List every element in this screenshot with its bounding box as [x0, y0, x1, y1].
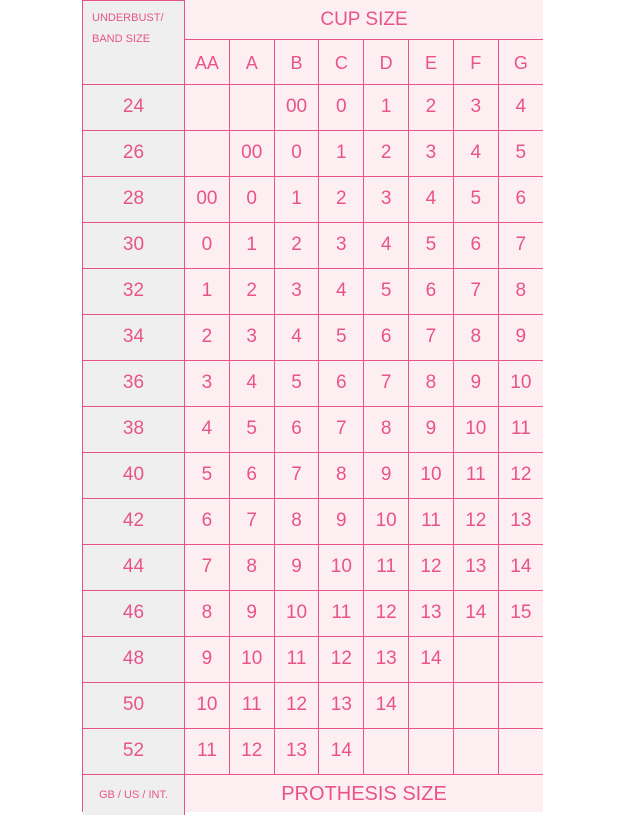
table-row — [83, 268, 543, 314]
band-size-cell: 48 — [83, 636, 185, 682]
cup-header-aa: AA — [185, 39, 230, 84]
prosthesis-size-cell: 1 — [185, 268, 230, 314]
corner-label — [83, 1, 185, 85]
prosthesis-size-cell: 3 — [319, 222, 364, 268]
prosthesis-size-cell: 2 — [185, 314, 230, 360]
prosthesis-size-cell: 14 — [319, 728, 364, 774]
prosthesis-size-cell: 10 — [498, 360, 543, 406]
prosthesis-size-cell: 12 — [498, 452, 543, 498]
prosthesis-size-cell — [453, 728, 498, 774]
prosthesis-size-cell: 3 — [229, 314, 274, 360]
band-size-cell: 26 — [83, 130, 185, 176]
prosthesis-size-cell: 11 — [185, 728, 230, 774]
prosthesis-size-cell: 3 — [364, 176, 409, 222]
prosthesis-size-title: PROTHESIS SIZE — [185, 774, 544, 815]
table-row — [83, 728, 543, 774]
prosthesis-size-cell: 14 — [409, 636, 454, 682]
prosthesis-size-cell: 5 — [364, 268, 409, 314]
prosthesis-size-cell — [364, 728, 409, 774]
prosthesis-size-cell: 10 — [409, 452, 454, 498]
prosthesis-size-chart — [82, 0, 543, 812]
table-row — [83, 176, 543, 222]
prosthesis-size-cell — [185, 84, 230, 130]
prosthesis-size-cell: 8 — [453, 314, 498, 360]
prosthesis-size-cell: 6 — [364, 314, 409, 360]
prosthesis-size-cell: 8 — [364, 406, 409, 452]
prosthesis-size-cell: 4 — [185, 406, 230, 452]
prosthesis-size-cell: 14 — [498, 544, 543, 590]
prosthesis-size-cell: 0 — [319, 84, 364, 130]
prosthesis-size-cell: 2 — [319, 176, 364, 222]
prosthesis-size-cell: 9 — [364, 452, 409, 498]
prosthesis-size-cell: 5 — [274, 360, 319, 406]
prosthesis-size-cell: 10 — [319, 544, 364, 590]
prosthesis-size-cell: 2 — [409, 84, 454, 130]
prosthesis-size-cell: 9 — [498, 314, 543, 360]
prosthesis-size-cell: 4 — [364, 222, 409, 268]
prosthesis-size-cell: 6 — [319, 360, 364, 406]
prosthesis-size-cell — [498, 682, 543, 728]
band-size-cell: 24 — [83, 84, 185, 130]
prosthesis-size-cell: 12 — [409, 544, 454, 590]
cup-header-d: D — [364, 39, 409, 84]
prosthesis-size-cell: 12 — [453, 498, 498, 544]
band-size-cell: 32 — [83, 268, 185, 314]
prosthesis-size-cell — [229, 84, 274, 130]
prosthesis-size-cell: 10 — [185, 682, 230, 728]
prosthesis-size-cell: 3 — [453, 84, 498, 130]
table-row — [83, 84, 543, 130]
prosthesis-size-cell: 12 — [274, 682, 319, 728]
prosthesis-size-cell: 2 — [274, 222, 319, 268]
prosthesis-size-cell: 9 — [409, 406, 454, 452]
prosthesis-size-cell: 11 — [319, 590, 364, 636]
prosthesis-size-cell: 8 — [498, 268, 543, 314]
prosthesis-size-cell: 9 — [274, 544, 319, 590]
prosthesis-size-cell: 2 — [229, 268, 274, 314]
prosthesis-size-cell: 13 — [453, 544, 498, 590]
prosthesis-size-cell: 4 — [274, 314, 319, 360]
prosthesis-size-cell: 3 — [185, 360, 230, 406]
cup-header-e: E — [409, 39, 454, 84]
prosthesis-size-cell: 10 — [364, 498, 409, 544]
prosthesis-size-cell: 7 — [274, 452, 319, 498]
footer-region-label: GB / US / INT. — [83, 774, 185, 815]
prosthesis-size-cell: 6 — [498, 176, 543, 222]
prosthesis-size-cell: 12 — [229, 728, 274, 774]
prosthesis-size-cell: 8 — [319, 452, 364, 498]
prosthesis-size-cell: 7 — [498, 222, 543, 268]
cup-header-b: B — [274, 39, 319, 84]
prosthesis-size-cell: 10 — [229, 636, 274, 682]
prosthesis-size-cell: 5 — [453, 176, 498, 222]
prosthesis-size-cell: 4 — [319, 268, 364, 314]
prosthesis-size-cell: 0 — [229, 176, 274, 222]
prosthesis-size-cell: 00 — [185, 176, 230, 222]
corner-label-line-1: UNDERBUST/ — [92, 12, 164, 24]
band-size-cell: 52 — [83, 728, 185, 774]
prosthesis-size-cell: 9 — [319, 498, 364, 544]
table-row — [83, 452, 543, 498]
prosthesis-size-cell: 13 — [409, 590, 454, 636]
cup-size-title: CUP SIZE — [185, 1, 544, 40]
prosthesis-size-cell: 6 — [185, 498, 230, 544]
band-size-cell: 28 — [83, 176, 185, 222]
prosthesis-size-cell: 3 — [409, 130, 454, 176]
prosthesis-size-cell: 11 — [498, 406, 543, 452]
prosthesis-size-cell: 1 — [229, 222, 274, 268]
prosthesis-size-cell: 7 — [409, 314, 454, 360]
prosthesis-size-cell: 5 — [319, 314, 364, 360]
prosthesis-size-cell: 4 — [409, 176, 454, 222]
band-size-cell: 44 — [83, 544, 185, 590]
prosthesis-size-cell: 7 — [319, 406, 364, 452]
prosthesis-size-cell: 14 — [453, 590, 498, 636]
prosthesis-size-cell: 6 — [453, 222, 498, 268]
table-row — [83, 498, 543, 544]
table-row — [83, 406, 543, 452]
prosthesis-size-cell: 0 — [185, 222, 230, 268]
band-size-cell: 38 — [83, 406, 185, 452]
prosthesis-size-cell: 11 — [364, 544, 409, 590]
cup-header-a: A — [229, 39, 274, 84]
band-size-cell: 40 — [83, 452, 185, 498]
band-size-cell: 50 — [83, 682, 185, 728]
prosthesis-size-cell: 6 — [409, 268, 454, 314]
band-size-cell: 42 — [83, 498, 185, 544]
prosthesis-size-cell: 5 — [409, 222, 454, 268]
prosthesis-size-cell: 13 — [319, 682, 364, 728]
table-row — [83, 682, 543, 728]
prosthesis-size-cell: 11 — [229, 682, 274, 728]
prosthesis-size-cell: 8 — [229, 544, 274, 590]
cup-header-c: C — [319, 39, 364, 84]
prosthesis-size-cell: 11 — [453, 452, 498, 498]
prosthesis-size-cell: 13 — [364, 636, 409, 682]
prosthesis-size-cell: 00 — [274, 84, 319, 130]
prosthesis-size-cell — [498, 636, 543, 682]
cup-header-f: F — [453, 39, 498, 84]
prosthesis-size-cell: 7 — [364, 360, 409, 406]
prosthesis-size-cell: 13 — [274, 728, 319, 774]
band-size-cell: 46 — [83, 590, 185, 636]
prosthesis-size-cell: 1 — [364, 84, 409, 130]
prosthesis-size-cell: 8 — [185, 590, 230, 636]
band-size-cell: 30 — [83, 222, 185, 268]
prosthesis-size-cell — [409, 682, 454, 728]
prosthesis-size-cell: 00 — [229, 130, 274, 176]
prosthesis-size-cell: 2 — [364, 130, 409, 176]
prosthesis-size-cell: 11 — [409, 498, 454, 544]
prosthesis-size-cell: 8 — [409, 360, 454, 406]
prosthesis-size-cell: 5 — [229, 406, 274, 452]
size-table-body — [83, 84, 543, 774]
prosthesis-size-cell: 6 — [274, 406, 319, 452]
table-row — [83, 590, 543, 636]
prosthesis-size-cell: 6 — [229, 452, 274, 498]
table-row — [83, 544, 543, 590]
prosthesis-size-cell: 7 — [185, 544, 230, 590]
table-row — [83, 314, 543, 360]
prosthesis-size-cell — [498, 728, 543, 774]
cup-header-g: G — [498, 39, 543, 84]
table-row — [83, 636, 543, 682]
band-size-cell: 36 — [83, 360, 185, 406]
prosthesis-size-cell — [453, 682, 498, 728]
prosthesis-size-cell: 10 — [453, 406, 498, 452]
table-row — [83, 222, 543, 268]
prosthesis-size-cell: 14 — [364, 682, 409, 728]
prosthesis-size-cell: 7 — [453, 268, 498, 314]
corner-label-line-2: BAND SIZE — [92, 33, 151, 45]
prosthesis-size-cell: 9 — [229, 590, 274, 636]
prosthesis-size-cell: 7 — [229, 498, 274, 544]
prosthesis-size-cell: 5 — [498, 130, 543, 176]
size-table — [83, 0, 543, 815]
prosthesis-size-cell: 11 — [274, 636, 319, 682]
prosthesis-size-cell: 15 — [498, 590, 543, 636]
prosthesis-size-cell: 12 — [319, 636, 364, 682]
prosthesis-size-cell: 4 — [498, 84, 543, 130]
prosthesis-size-cell — [185, 130, 230, 176]
band-size-cell: 34 — [83, 314, 185, 360]
prosthesis-size-cell: 4 — [453, 130, 498, 176]
table-row — [83, 360, 543, 406]
prosthesis-size-cell: 1 — [274, 176, 319, 222]
prosthesis-size-cell: 9 — [453, 360, 498, 406]
prosthesis-size-cell: 5 — [185, 452, 230, 498]
prosthesis-size-cell: 4 — [229, 360, 274, 406]
prosthesis-size-cell: 12 — [364, 590, 409, 636]
prosthesis-size-cell: 8 — [274, 498, 319, 544]
prosthesis-size-cell: 10 — [274, 590, 319, 636]
prosthesis-size-cell: 13 — [498, 498, 543, 544]
prosthesis-size-cell — [409, 728, 454, 774]
table-row — [83, 130, 543, 176]
prosthesis-size-cell: 1 — [319, 130, 364, 176]
prosthesis-size-cell: 9 — [185, 636, 230, 682]
prosthesis-size-cell: 0 — [274, 130, 319, 176]
prosthesis-size-cell — [453, 636, 498, 682]
prosthesis-size-cell: 3 — [274, 268, 319, 314]
